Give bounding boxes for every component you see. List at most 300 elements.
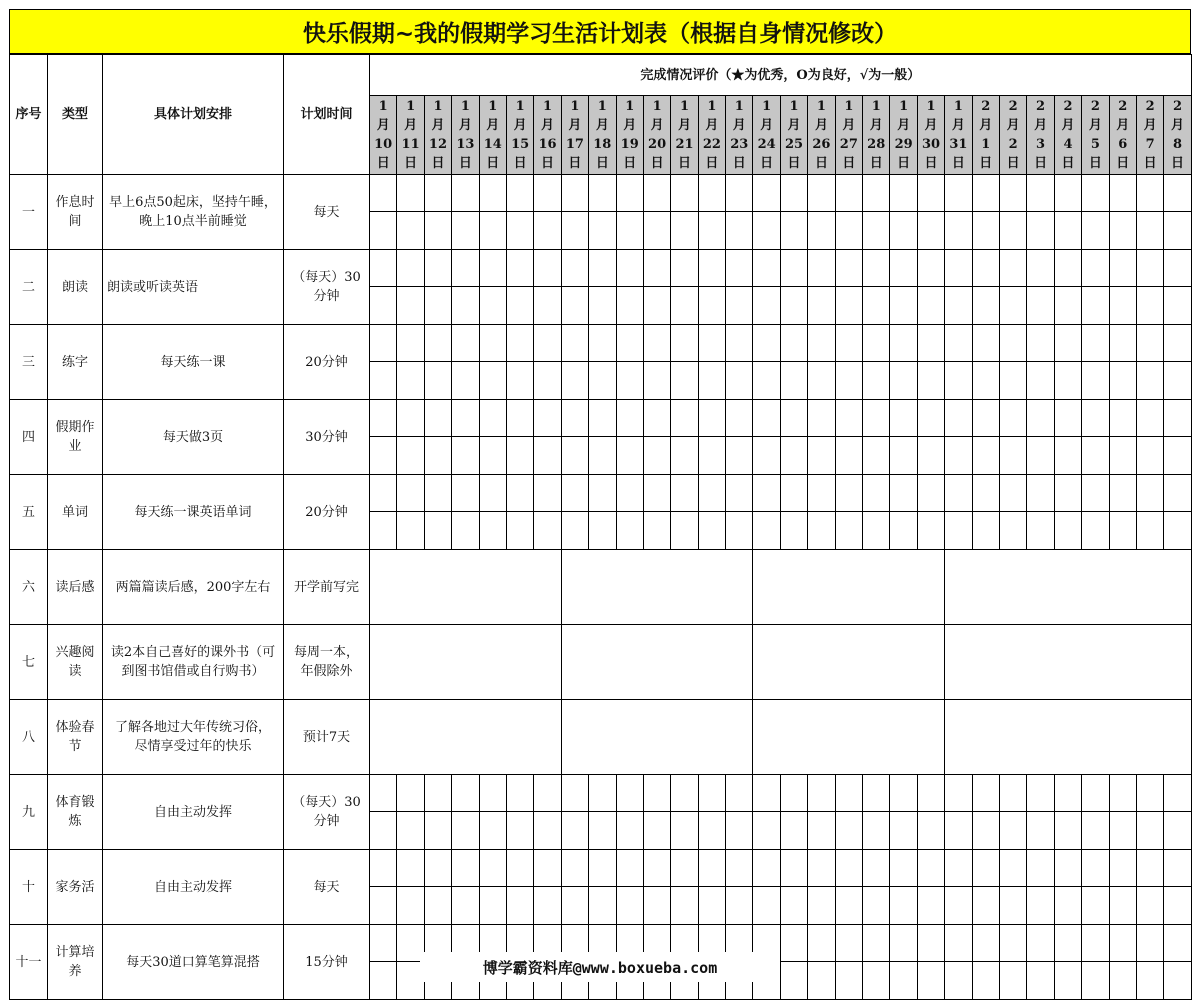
evaluation-cell[interactable] — [1109, 250, 1136, 287]
evaluation-cell[interactable] — [561, 287, 588, 325]
evaluation-cell[interactable] — [1109, 362, 1136, 400]
evaluation-cell[interactable] — [424, 175, 451, 212]
evaluation-cell[interactable] — [1136, 962, 1163, 1000]
evaluation-cell[interactable] — [1136, 362, 1163, 400]
evaluation-cell[interactable] — [534, 437, 561, 475]
evaluation-cell[interactable] — [808, 212, 835, 250]
evaluation-cell[interactable] — [890, 887, 917, 925]
evaluation-cell[interactable] — [643, 437, 670, 475]
evaluation-block[interactable] — [370, 625, 562, 700]
evaluation-cell[interactable] — [397, 325, 424, 362]
evaluation-cell[interactable] — [643, 325, 670, 362]
evaluation-cell[interactable] — [1054, 887, 1081, 925]
evaluation-cell[interactable] — [1027, 812, 1054, 850]
evaluation-cell[interactable] — [890, 250, 917, 287]
evaluation-cell[interactable] — [534, 175, 561, 212]
evaluation-cell[interactable] — [671, 887, 698, 925]
evaluation-cell[interactable] — [917, 437, 944, 475]
evaluation-cell[interactable] — [616, 812, 643, 850]
evaluation-cell[interactable] — [945, 250, 972, 287]
evaluation-cell[interactable] — [726, 475, 753, 512]
evaluation-cell[interactable] — [999, 437, 1026, 475]
evaluation-cell[interactable] — [753, 287, 780, 325]
evaluation-cell[interactable] — [1054, 812, 1081, 850]
evaluation-cell[interactable] — [835, 362, 862, 400]
evaluation-cell[interactable] — [506, 850, 533, 887]
evaluation-cell[interactable] — [999, 287, 1026, 325]
evaluation-cell[interactable] — [424, 850, 451, 887]
evaluation-cell[interactable] — [753, 475, 780, 512]
evaluation-cell[interactable] — [1082, 250, 1109, 287]
evaluation-cell[interactable] — [780, 812, 807, 850]
evaluation-cell[interactable] — [972, 250, 999, 287]
evaluation-cell[interactable] — [671, 287, 698, 325]
evaluation-cell[interactable] — [999, 850, 1026, 887]
evaluation-cell[interactable] — [506, 775, 533, 812]
evaluation-cell[interactable] — [999, 175, 1026, 212]
evaluation-cell[interactable] — [1027, 887, 1054, 925]
evaluation-cell[interactable] — [726, 250, 753, 287]
evaluation-cell[interactable] — [698, 362, 725, 400]
evaluation-cell[interactable] — [671, 775, 698, 812]
evaluation-cell[interactable] — [1027, 287, 1054, 325]
evaluation-cell[interactable] — [643, 812, 670, 850]
evaluation-cell[interactable] — [945, 850, 972, 887]
evaluation-cell[interactable] — [999, 812, 1026, 850]
evaluation-cell[interactable] — [780, 400, 807, 437]
evaluation-cell[interactable] — [561, 887, 588, 925]
evaluation-cell[interactable] — [616, 887, 643, 925]
evaluation-cell[interactable] — [370, 775, 397, 812]
evaluation-cell[interactable] — [506, 250, 533, 287]
evaluation-cell[interactable] — [945, 212, 972, 250]
evaluation-cell[interactable] — [863, 325, 890, 362]
evaluation-cell[interactable] — [945, 812, 972, 850]
evaluation-cell[interactable] — [999, 325, 1026, 362]
evaluation-cell[interactable] — [1136, 212, 1163, 250]
evaluation-cell[interactable] — [726, 400, 753, 437]
evaluation-cell[interactable] — [561, 512, 588, 550]
evaluation-cell[interactable] — [479, 812, 506, 850]
evaluation-cell[interactable] — [972, 512, 999, 550]
evaluation-cell[interactable] — [452, 287, 479, 325]
evaluation-cell[interactable] — [890, 437, 917, 475]
evaluation-cell[interactable] — [1164, 175, 1191, 212]
evaluation-cell[interactable] — [1054, 437, 1081, 475]
evaluation-cell[interactable] — [863, 437, 890, 475]
evaluation-cell[interactable] — [972, 287, 999, 325]
evaluation-cell[interactable] — [917, 925, 944, 962]
evaluation-cell[interactable] — [945, 475, 972, 512]
evaluation-cell[interactable] — [1109, 812, 1136, 850]
evaluation-cell[interactable] — [945, 362, 972, 400]
evaluation-cell[interactable] — [945, 325, 972, 362]
evaluation-cell[interactable] — [1054, 925, 1081, 962]
evaluation-cell[interactable] — [1136, 850, 1163, 887]
evaluation-cell[interactable] — [589, 175, 616, 212]
evaluation-cell[interactable] — [1054, 287, 1081, 325]
evaluation-cell[interactable] — [561, 850, 588, 887]
evaluation-cell[interactable] — [452, 512, 479, 550]
evaluation-cell[interactable] — [1136, 925, 1163, 962]
evaluation-cell[interactable] — [424, 812, 451, 850]
evaluation-cell[interactable] — [780, 175, 807, 212]
evaluation-cell[interactable] — [671, 212, 698, 250]
evaluation-cell[interactable] — [1164, 812, 1191, 850]
evaluation-cell[interactable] — [972, 962, 999, 1000]
evaluation-cell[interactable] — [1109, 212, 1136, 250]
evaluation-cell[interactable] — [835, 437, 862, 475]
evaluation-cell[interactable] — [999, 887, 1026, 925]
evaluation-cell[interactable] — [397, 362, 424, 400]
evaluation-cell[interactable] — [835, 850, 862, 887]
evaluation-cell[interactable] — [698, 437, 725, 475]
evaluation-cell[interactable] — [534, 362, 561, 400]
evaluation-cell[interactable] — [397, 850, 424, 887]
evaluation-cell[interactable] — [945, 887, 972, 925]
evaluation-cell[interactable] — [1109, 325, 1136, 362]
evaluation-cell[interactable] — [726, 437, 753, 475]
evaluation-cell[interactable] — [999, 475, 1026, 512]
evaluation-cell[interactable] — [1164, 325, 1191, 362]
evaluation-block[interactable] — [370, 700, 562, 775]
evaluation-cell[interactable] — [370, 325, 397, 362]
evaluation-cell[interactable] — [424, 287, 451, 325]
evaluation-cell[interactable] — [616, 250, 643, 287]
evaluation-cell[interactable] — [1164, 287, 1191, 325]
evaluation-cell[interactable] — [397, 775, 424, 812]
evaluation-cell[interactable] — [534, 212, 561, 250]
evaluation-cell[interactable] — [698, 850, 725, 887]
evaluation-cell[interactable] — [424, 775, 451, 812]
evaluation-cell[interactable] — [589, 812, 616, 850]
evaluation-cell[interactable] — [534, 812, 561, 850]
evaluation-cell[interactable] — [1054, 775, 1081, 812]
evaluation-cell[interactable] — [917, 287, 944, 325]
evaluation-cell[interactable] — [890, 812, 917, 850]
evaluation-cell[interactable] — [1082, 512, 1109, 550]
evaluation-cell[interactable] — [370, 250, 397, 287]
evaluation-cell[interactable] — [589, 437, 616, 475]
evaluation-cell[interactable] — [835, 400, 862, 437]
evaluation-cell[interactable] — [808, 287, 835, 325]
evaluation-cell[interactable] — [424, 887, 451, 925]
evaluation-cell[interactable] — [1136, 437, 1163, 475]
evaluation-cell[interactable] — [506, 512, 533, 550]
evaluation-cell[interactable] — [452, 250, 479, 287]
evaluation-cell[interactable] — [370, 212, 397, 250]
evaluation-cell[interactable] — [863, 287, 890, 325]
evaluation-cell[interactable] — [643, 362, 670, 400]
evaluation-cell[interactable] — [1027, 925, 1054, 962]
evaluation-cell[interactable] — [780, 775, 807, 812]
evaluation-cell[interactable] — [506, 887, 533, 925]
evaluation-cell[interactable] — [1027, 775, 1054, 812]
evaluation-cell[interactable] — [1164, 400, 1191, 437]
evaluation-cell[interactable] — [863, 475, 890, 512]
evaluation-cell[interactable] — [753, 325, 780, 362]
evaluation-cell[interactable] — [835, 212, 862, 250]
evaluation-cell[interactable] — [698, 812, 725, 850]
evaluation-cell[interactable] — [452, 400, 479, 437]
evaluation-cell[interactable] — [917, 512, 944, 550]
evaluation-cell[interactable] — [808, 812, 835, 850]
evaluation-cell[interactable] — [753, 887, 780, 925]
evaluation-cell[interactable] — [1082, 850, 1109, 887]
evaluation-cell[interactable] — [479, 775, 506, 812]
evaluation-cell[interactable] — [726, 887, 753, 925]
evaluation-cell[interactable] — [972, 925, 999, 962]
evaluation-block[interactable] — [945, 550, 1192, 625]
evaluation-cell[interactable] — [726, 812, 753, 850]
evaluation-cell[interactable] — [643, 212, 670, 250]
evaluation-cell[interactable] — [1109, 287, 1136, 325]
evaluation-cell[interactable] — [999, 400, 1026, 437]
evaluation-cell[interactable] — [534, 475, 561, 512]
evaluation-cell[interactable] — [589, 775, 616, 812]
evaluation-cell[interactable] — [780, 362, 807, 400]
evaluation-cell[interactable] — [917, 175, 944, 212]
evaluation-cell[interactable] — [1054, 325, 1081, 362]
evaluation-cell[interactable] — [698, 212, 725, 250]
evaluation-cell[interactable] — [452, 325, 479, 362]
evaluation-cell[interactable] — [863, 400, 890, 437]
evaluation-cell[interactable] — [917, 400, 944, 437]
evaluation-cell[interactable] — [1082, 887, 1109, 925]
evaluation-cell[interactable] — [1082, 362, 1109, 400]
evaluation-cell[interactable] — [1109, 475, 1136, 512]
evaluation-cell[interactable] — [643, 287, 670, 325]
evaluation-cell[interactable] — [945, 962, 972, 1000]
evaluation-cell[interactable] — [616, 362, 643, 400]
evaluation-cell[interactable] — [1027, 475, 1054, 512]
evaluation-cell[interactable] — [561, 475, 588, 512]
evaluation-cell[interactable] — [1082, 287, 1109, 325]
evaluation-cell[interactable] — [1164, 887, 1191, 925]
evaluation-cell[interactable] — [561, 775, 588, 812]
evaluation-cell[interactable] — [452, 212, 479, 250]
evaluation-cell[interactable] — [890, 962, 917, 1000]
evaluation-cell[interactable] — [1054, 512, 1081, 550]
evaluation-cell[interactable] — [370, 812, 397, 850]
evaluation-cell[interactable] — [561, 250, 588, 287]
evaluation-cell[interactable] — [835, 175, 862, 212]
evaluation-cell[interactable] — [589, 287, 616, 325]
evaluation-cell[interactable] — [890, 775, 917, 812]
evaluation-cell[interactable] — [671, 175, 698, 212]
evaluation-cell[interactable] — [616, 400, 643, 437]
evaluation-cell[interactable] — [890, 512, 917, 550]
evaluation-cell[interactable] — [808, 475, 835, 512]
evaluation-cell[interactable] — [397, 887, 424, 925]
evaluation-cell[interactable] — [479, 362, 506, 400]
evaluation-cell[interactable] — [863, 212, 890, 250]
evaluation-cell[interactable] — [452, 850, 479, 887]
evaluation-cell[interactable] — [835, 962, 862, 1000]
evaluation-cell[interactable] — [397, 175, 424, 212]
evaluation-cell[interactable] — [506, 175, 533, 212]
evaluation-cell[interactable] — [1054, 475, 1081, 512]
evaluation-cell[interactable] — [1054, 400, 1081, 437]
evaluation-cell[interactable] — [1054, 962, 1081, 1000]
evaluation-cell[interactable] — [808, 962, 835, 1000]
evaluation-cell[interactable] — [479, 475, 506, 512]
evaluation-cell[interactable] — [424, 362, 451, 400]
evaluation-cell[interactable] — [506, 812, 533, 850]
evaluation-cell[interactable] — [698, 512, 725, 550]
evaluation-cell[interactable] — [479, 287, 506, 325]
evaluation-cell[interactable] — [1109, 850, 1136, 887]
evaluation-cell[interactable] — [780, 437, 807, 475]
evaluation-cell[interactable] — [945, 400, 972, 437]
evaluation-cell[interactable] — [1109, 437, 1136, 475]
evaluation-cell[interactable] — [1082, 812, 1109, 850]
evaluation-cell[interactable] — [753, 175, 780, 212]
evaluation-cell[interactable] — [917, 962, 944, 1000]
evaluation-cell[interactable] — [726, 850, 753, 887]
evaluation-cell[interactable] — [1027, 250, 1054, 287]
evaluation-cell[interactable] — [397, 250, 424, 287]
evaluation-block[interactable] — [753, 550, 945, 625]
evaluation-cell[interactable] — [780, 850, 807, 887]
evaluation-cell[interactable] — [698, 887, 725, 925]
evaluation-cell[interactable] — [643, 850, 670, 887]
evaluation-cell[interactable] — [561, 212, 588, 250]
evaluation-cell[interactable] — [972, 437, 999, 475]
evaluation-cell[interactable] — [424, 437, 451, 475]
evaluation-cell[interactable] — [671, 850, 698, 887]
evaluation-cell[interactable] — [698, 325, 725, 362]
evaluation-cell[interactable] — [835, 925, 862, 962]
evaluation-cell[interactable] — [1136, 775, 1163, 812]
evaluation-cell[interactable] — [917, 250, 944, 287]
evaluation-cell[interactable] — [479, 212, 506, 250]
evaluation-cell[interactable] — [671, 812, 698, 850]
evaluation-cell[interactable] — [561, 812, 588, 850]
evaluation-cell[interactable] — [808, 925, 835, 962]
evaluation-cell[interactable] — [643, 175, 670, 212]
evaluation-cell[interactable] — [1136, 400, 1163, 437]
evaluation-cell[interactable] — [890, 362, 917, 400]
evaluation-cell[interactable] — [1136, 887, 1163, 925]
evaluation-cell[interactable] — [945, 175, 972, 212]
evaluation-cell[interactable] — [397, 400, 424, 437]
evaluation-cell[interactable] — [1164, 512, 1191, 550]
evaluation-cell[interactable] — [1109, 962, 1136, 1000]
evaluation-cell[interactable] — [753, 400, 780, 437]
evaluation-cell[interactable] — [397, 437, 424, 475]
evaluation-cell[interactable] — [808, 887, 835, 925]
evaluation-cell[interactable] — [753, 812, 780, 850]
evaluation-cell[interactable] — [1027, 362, 1054, 400]
evaluation-cell[interactable] — [479, 250, 506, 287]
evaluation-cell[interactable] — [452, 362, 479, 400]
evaluation-cell[interactable] — [616, 437, 643, 475]
evaluation-block[interactable] — [561, 700, 753, 775]
evaluation-cell[interactable] — [917, 812, 944, 850]
evaluation-cell[interactable] — [698, 475, 725, 512]
evaluation-cell[interactable] — [863, 812, 890, 850]
evaluation-cell[interactable] — [726, 287, 753, 325]
evaluation-block[interactable] — [945, 700, 1192, 775]
evaluation-cell[interactable] — [1136, 175, 1163, 212]
evaluation-cell[interactable] — [397, 812, 424, 850]
evaluation-cell[interactable] — [1136, 812, 1163, 850]
evaluation-cell[interactable] — [999, 250, 1026, 287]
evaluation-cell[interactable] — [506, 325, 533, 362]
evaluation-cell[interactable] — [753, 250, 780, 287]
evaluation-cell[interactable] — [972, 775, 999, 812]
evaluation-cell[interactable] — [753, 437, 780, 475]
evaluation-cell[interactable] — [671, 362, 698, 400]
evaluation-cell[interactable] — [1027, 512, 1054, 550]
evaluation-cell[interactable] — [589, 362, 616, 400]
evaluation-cell[interactable] — [863, 850, 890, 887]
evaluation-cell[interactable] — [890, 287, 917, 325]
evaluation-cell[interactable] — [1027, 962, 1054, 1000]
evaluation-cell[interactable] — [972, 175, 999, 212]
evaluation-block[interactable] — [561, 625, 753, 700]
evaluation-cell[interactable] — [1027, 175, 1054, 212]
evaluation-cell[interactable] — [370, 437, 397, 475]
evaluation-cell[interactable] — [1054, 175, 1081, 212]
evaluation-cell[interactable] — [616, 512, 643, 550]
evaluation-cell[interactable] — [698, 250, 725, 287]
evaluation-cell[interactable] — [452, 437, 479, 475]
evaluation-cell[interactable] — [945, 512, 972, 550]
evaluation-cell[interactable] — [726, 325, 753, 362]
evaluation-cell[interactable] — [780, 325, 807, 362]
evaluation-cell[interactable] — [999, 512, 1026, 550]
evaluation-cell[interactable] — [671, 512, 698, 550]
evaluation-cell[interactable] — [1054, 362, 1081, 400]
evaluation-cell[interactable] — [863, 925, 890, 962]
evaluation-cell[interactable] — [972, 475, 999, 512]
evaluation-cell[interactable] — [671, 437, 698, 475]
evaluation-cell[interactable] — [1109, 925, 1136, 962]
evaluation-cell[interactable] — [643, 250, 670, 287]
evaluation-cell[interactable] — [780, 250, 807, 287]
evaluation-cell[interactable] — [1082, 400, 1109, 437]
evaluation-cell[interactable] — [397, 512, 424, 550]
evaluation-cell[interactable] — [506, 287, 533, 325]
evaluation-cell[interactable] — [1164, 925, 1191, 962]
evaluation-cell[interactable] — [370, 962, 397, 1000]
evaluation-cell[interactable] — [808, 512, 835, 550]
evaluation-cell[interactable] — [1082, 325, 1109, 362]
evaluation-cell[interactable] — [780, 475, 807, 512]
evaluation-cell[interactable] — [424, 475, 451, 512]
evaluation-cell[interactable] — [424, 325, 451, 362]
evaluation-cell[interactable] — [972, 812, 999, 850]
evaluation-cell[interactable] — [835, 887, 862, 925]
evaluation-cell[interactable] — [863, 512, 890, 550]
evaluation-cell[interactable] — [945, 437, 972, 475]
evaluation-cell[interactable] — [808, 437, 835, 475]
evaluation-cell[interactable] — [972, 362, 999, 400]
evaluation-cell[interactable] — [534, 775, 561, 812]
evaluation-cell[interactable] — [643, 475, 670, 512]
evaluation-block[interactable] — [370, 550, 562, 625]
evaluation-cell[interactable] — [1164, 775, 1191, 812]
evaluation-cell[interactable] — [370, 362, 397, 400]
evaluation-cell[interactable] — [972, 887, 999, 925]
evaluation-cell[interactable] — [452, 812, 479, 850]
evaluation-cell[interactable] — [863, 962, 890, 1000]
evaluation-cell[interactable] — [863, 887, 890, 925]
evaluation-cell[interactable] — [452, 887, 479, 925]
evaluation-cell[interactable] — [890, 850, 917, 887]
